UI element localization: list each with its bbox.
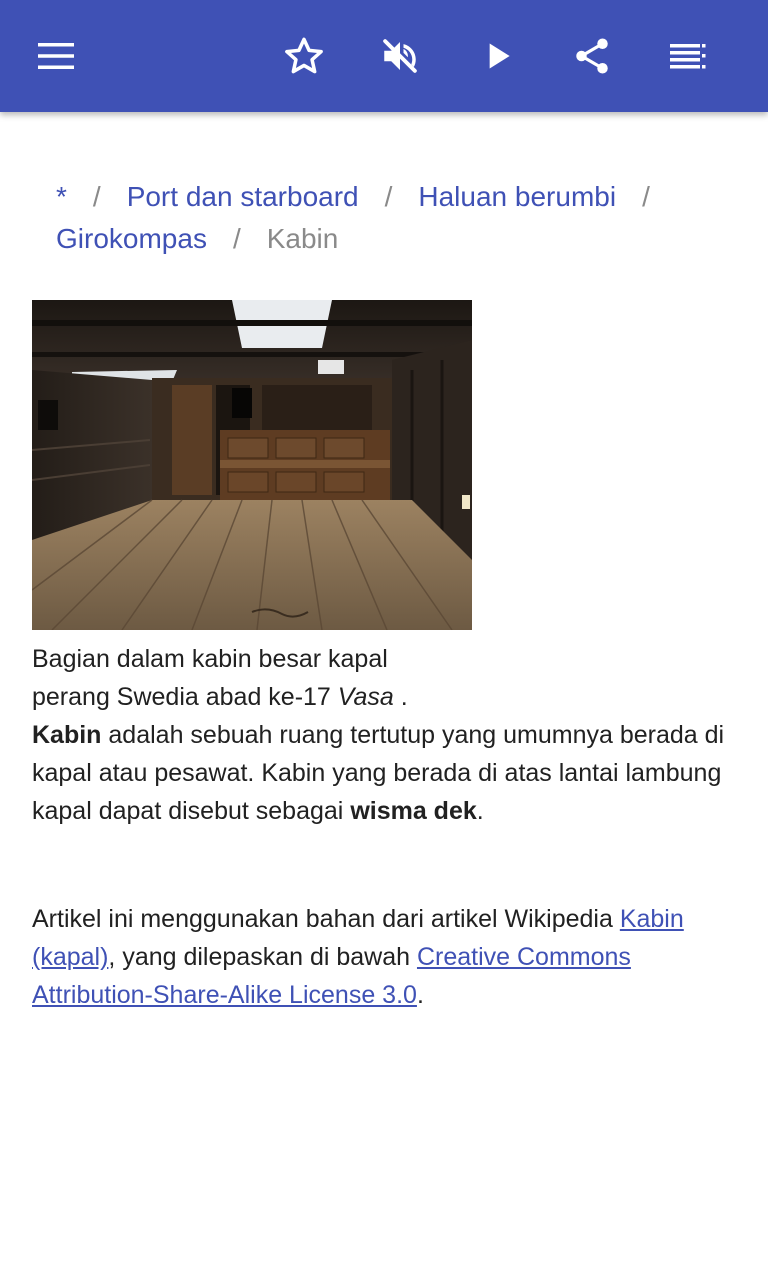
license-link[interactable]: Creative Commons Attribution-Share-Alike License 3.0 [32,943,631,1009]
menu-icon [36,36,76,76]
breadcrumb-separator: / [384,181,393,212]
breadcrumb [56,176,746,260]
breadcrumb-item-haluan-berumbi[interactable]: Haluan berumbi [418,181,617,212]
article-paragraph [32,716,732,830]
breadcrumb-item-port-dan-starboard[interactable]: Port dan starboard [126,181,359,212]
breadcrumb-separator: / [232,223,241,254]
breadcrumb-item-home[interactable]: * [56,181,67,212]
star-outline-icon [283,35,325,77]
share-icon [571,35,613,77]
play-icon [478,36,518,76]
volume-off-icon [379,35,421,77]
breadcrumb-current: Kabin [266,223,339,254]
attribution-paragraph [32,900,732,1014]
article-term-2: wisma dek [350,797,477,825]
article-text-1: adalah sebuah ruang tertutup yang umumnya berada di kapal atau pesawat. Kabin yang berada di atas lantai lambung kapal dapat disebut sebagai [32,721,725,825]
photo-caption [32,640,432,716]
caption-ship-name: Vasa [337,683,394,711]
attribution-middle: , yang dilepaskan di bawah [108,943,417,971]
cabin-interior-illustration [32,300,472,630]
menu-button[interactable] [24,24,88,88]
mute-button[interactable] [368,24,432,88]
cabin-photo[interactable] [32,300,472,630]
favorite-button[interactable] [272,24,336,88]
contents-button[interactable] [656,24,720,88]
breadcrumb-separator: / [92,181,101,212]
caption-end: . [393,683,408,711]
wikipedia-article-link[interactable]: Kabin (kapal) [32,905,684,971]
caption-text: Bagian dalam kabin besar kapal perang Swedia abad ke-17 [32,645,388,711]
share-button[interactable] [560,24,624,88]
play-button[interactable] [466,24,530,88]
app-toolbar [0,0,768,112]
article-text-2: . [476,797,484,825]
attribution-suffix: . [416,981,424,1009]
playlist-icon [668,36,708,76]
breadcrumb-item-girokompas[interactable]: Girokompas [56,223,207,254]
breadcrumb-separator: / [642,181,650,212]
attribution-prefix: Artikel ini menggunakan bahan dari artikel Wikipedia [32,905,620,933]
article-term: Kabin [32,721,102,749]
